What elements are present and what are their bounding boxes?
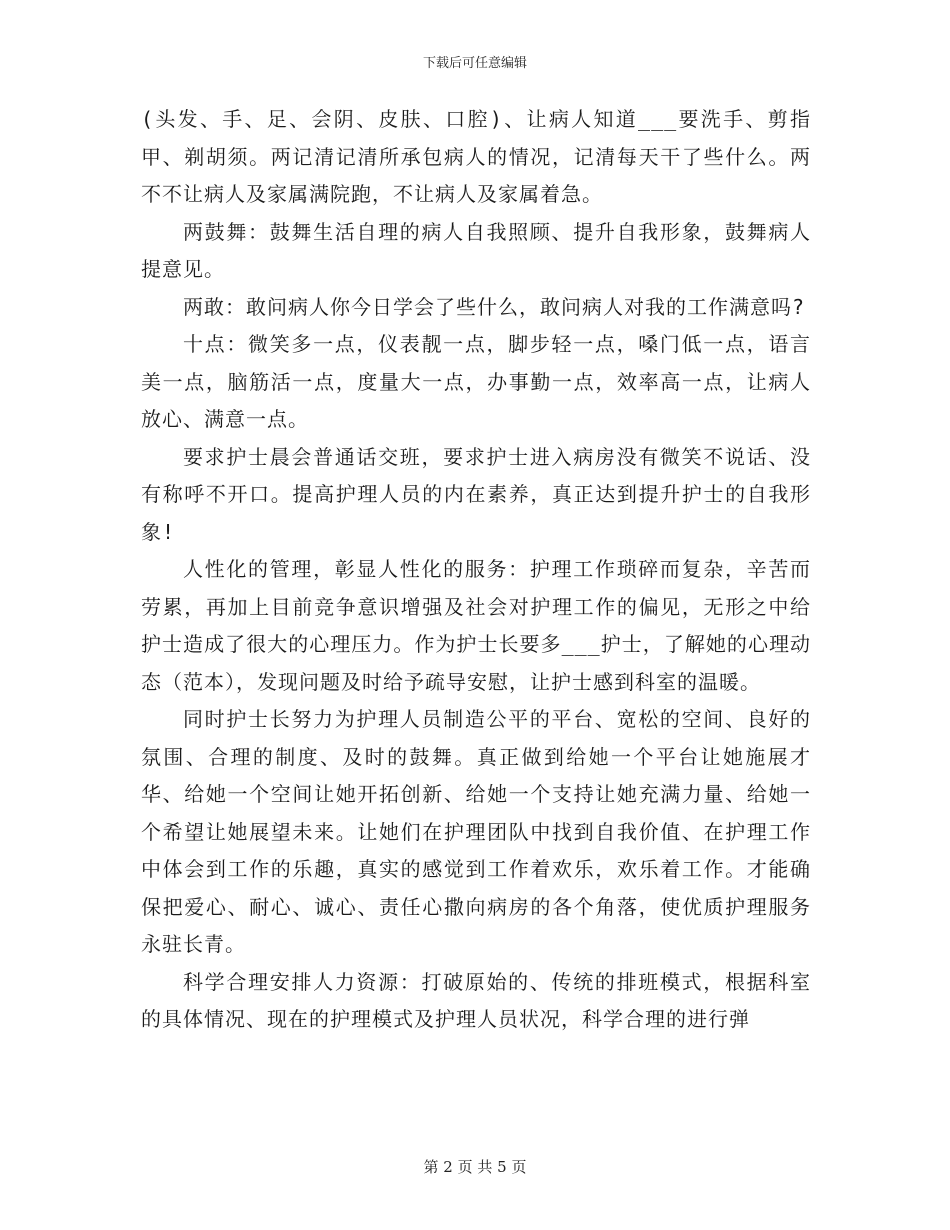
- paragraph-8: 科学合理安排人力资源：打破原始的、传统的排班模式，根据科室的具体情况、现在的护理模式及护理人员状况，科学合理的进行弹: [141, 969, 811, 1031]
- page-number: 第 2 页 共 5 页: [423, 1158, 527, 1176]
- paragraph-3: 两敢：敢问病人你今日学会了些什么，敢问病人对我的工作满意吗?: [183, 294, 806, 319]
- paragraph-6: 人性化的管理，彰显人性化的服务：护理工作琐碎而复杂，辛苦而劳累，再加上目前竞争意识增强及社会对护理工作的偏见，无形之中给护士造成了很大的心理压力。作为护士长要多___护士，了解她的心理动态（范本），发现问题及时给予疏导安慰，让护士感到科室的温暖。: [141, 557, 811, 694]
- paragraph-7: 同时护士长努力为护理人员制造公平的平台、宽松的空间、良好的氛围、合理的制度、及时的鼓舞。真正做到给她一个平台让她施展才华、给她一个空间让她开拓创新、给她一个支持让她充满力量、给她一个希望让她展望未来。让她们在护理团队中找到自我价值、在护理工作中体会到工作的乐趣，真实的感觉到工作着欢乐，欢乐着工作。才能确保把爱心、耐心、诚心、责任心撒向病房的各个角落，使优质护理服务永驻长青。: [141, 707, 811, 956]
- paragraph-2: 两鼓舞：鼓舞生活自理的病人自我照顾、提升自我形象，鼓舞病人提意见。: [141, 219, 811, 281]
- paragraph-5: 要求护士晨会普通话交班，要求护士进入病房没有微笑不说话、没有称呼不开口。提高护理人员的内在素养，真正达到提升护士的自我形象!: [141, 444, 811, 544]
- body-text: [141, 101, 811, 1039]
- paragraph-1: (头发、手、足、会阴、皮肤、口腔)、让病人知道___要洗手、剪指甲、剃胡须。两记清记清所承包病人的情况，记清每天干了些什么。两不不让病人及家属满院跑，不让病人及家属着急。: [141, 107, 811, 206]
- paragraph-4: 十点：微笑多一点，仪表靓一点，脚步轻一点，嗓门低一点，语言美一点，脑筋活一点，度量大一点，办事勤一点，效率高一点，让病人放心、满意一点。: [141, 332, 811, 431]
- page-header: 下载后可任意编辑: [422, 56, 527, 71]
